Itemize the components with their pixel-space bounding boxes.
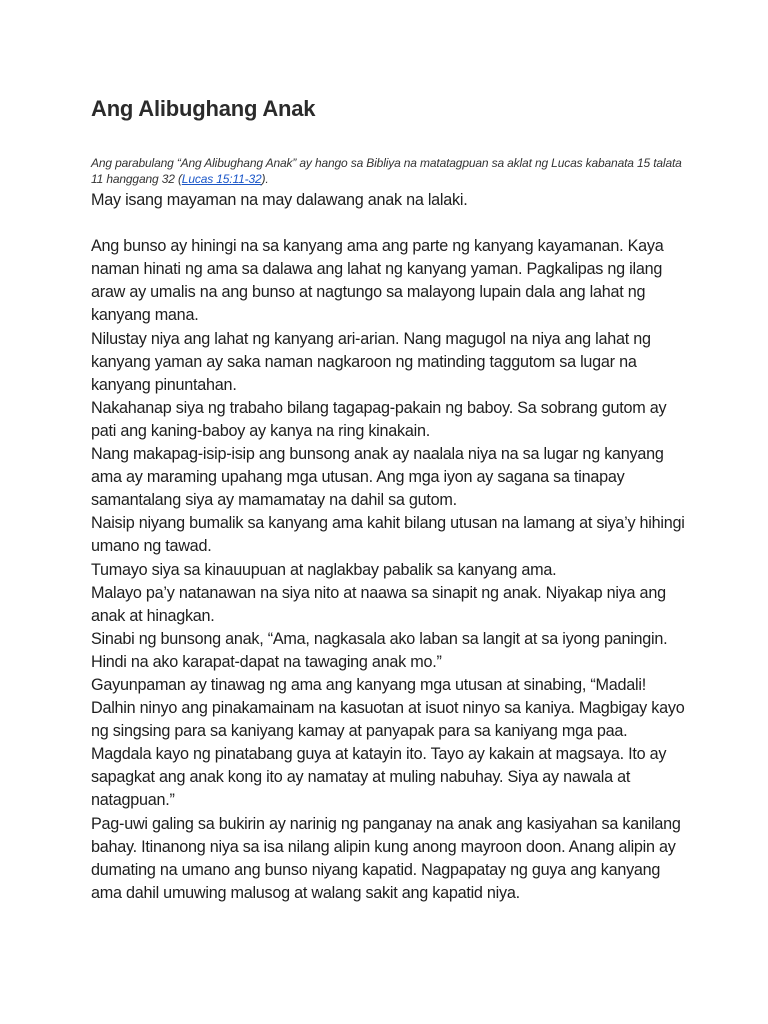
- paragraph-8: Malayo pa’y natanawan na siya nito at naawa sa sinapit ng anak. Niyakap niya ang anak at hinagkan.: [91, 583, 666, 625]
- scripture-link[interactable]: Lucas 15:11-32: [181, 172, 262, 186]
- intro-text-end: ).: [261, 172, 269, 186]
- story-body: [91, 189, 691, 905]
- paragraph-1: May isang mayaman na may dalawang anak na lalaki.: [91, 191, 468, 209]
- paragraph-10: Gayunpaman ay tinawag ng ama ang kanyang mga utusan at sinabing, “Madali! Dalhin ninyo ang pinakamainam na kasuotan at isuot ninyo sa kaniya. Magbigay kayo ng singsing para sa kaniyang kamay at panyapak para sa kaniyang mga paa. Magdala kayo ng pinatabang guya at katayin ito. Tayo ay kakain at magsaya. Ito ay sapagkat ang anak kong ito ay namatay at muling nabuhay. Siya ay nawala at natagpuan.”: [91, 675, 685, 810]
- intro-text: Ang parabulang “Ang Alibughang Anak” ay hango sa Bibliya na matatagpuan sa aklat ng Lucas kabanata 15 talata 11 hanggang 32 (: [91, 156, 682, 186]
- paragraph-3: Nilustay niya ang lahat ng kanyang ari-arian. Nang magugol na niya ang lahat ng kanyang yaman ay saka naman nagkaroon ng matinding taggutom sa lugar na kanyang pinuntahan.: [91, 329, 651, 394]
- paragraph-2: Ang bunso ay hiningi na sa kanyang ama ang parte ng kanyang kayamanan. Kaya naman hinati ng ama sa dalawa ang lahat ng kanyang yaman. Pagkalipas ng ilang araw ay umalis na ang bunso at nagtungo sa malayong lupain dala ang lahat ng kanyang mana.: [91, 237, 664, 325]
- paragraph-11: Pag-uwi galing sa bukirin ay narinig ng panganay na anak ang kasiyahan sa kanilang bahay. Itinanong niya sa isa nilang alipin kung anong mayroon doon. Anang alipin ay dumating na umano ang bunso niyang kapatid. Nagpapatay ng guya ang kanyang ama dahil umuwing malusog at walang sakit ang kapatid niya.: [91, 814, 681, 902]
- intro-note: [91, 155, 691, 187]
- paragraph-9: Sinabi ng bunsong anak, “Ama, nagkasala ako laban sa langit at sa iyong paningin. Hindi na ako karapat-dapat na tawaging anak mo.”: [91, 629, 668, 671]
- paragraph-5: Nang makapag-isip-isip ang bunsong anak ay naalala niya na sa lugar ng kanyang ama ay maraming upahang mga utusan. Ang mga iyon ay sagana sa tinapay samantalang siya ay mamamatay na dahil sa gutom.: [91, 445, 664, 510]
- paragraph-6: Naisip niyang bumalik sa kanyang ama kahit bilang utusan na lamang at siya’y hihingi umano ng tawad.: [91, 514, 685, 556]
- paragraph-4: Nakahanap siya ng trabaho bilang tagapag-pakain ng baboy. Sa sobrang gutom ay pati ang kaning-baboy ay kanya na ring kinakain.: [91, 398, 667, 440]
- paragraph-7: Tumayo siya sa kinauupuan at naglakbay pabalik sa kanyang ama.: [91, 560, 557, 579]
- page-title: Ang Alibughang Anak: [91, 96, 316, 121]
- document-page: [91, 94, 691, 905]
